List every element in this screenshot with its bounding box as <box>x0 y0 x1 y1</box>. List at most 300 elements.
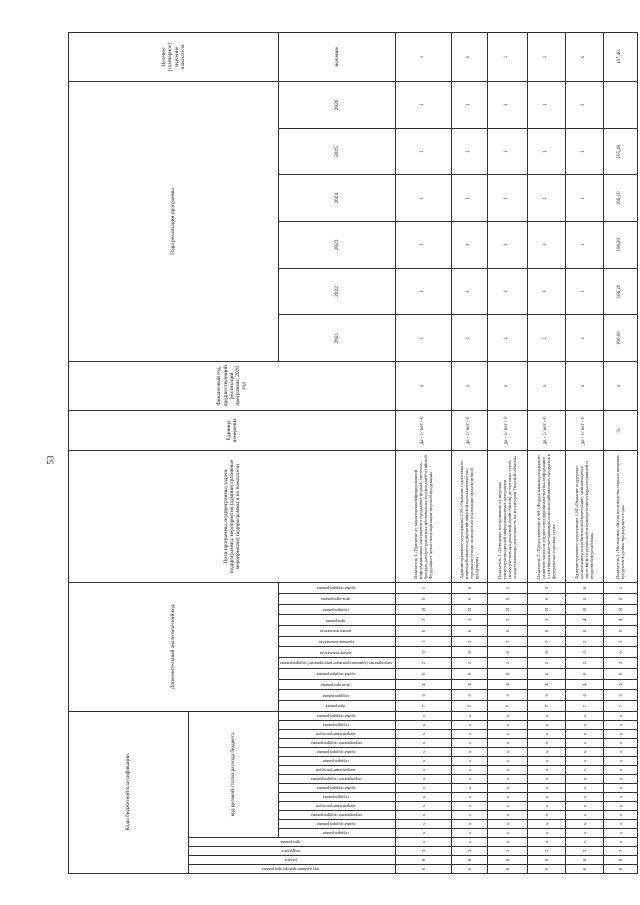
analytic-code-cell: 7 <box>603 701 637 712</box>
analytic-code-cell: 0 <box>451 626 487 637</box>
target-article-col-header <box>279 811 396 820</box>
years-group-header: Годы реализации программы <box>69 82 279 362</box>
budget-code-cell: х <box>603 784 637 793</box>
year-header: 2022 <box>279 268 396 315</box>
year-value-cell: 106,10 <box>603 175 637 222</box>
analytic-code-cell: 4 <box>603 679 637 690</box>
header-label: код администратора программы <box>262 867 320 872</box>
final-value-subheader: значение <box>279 33 396 82</box>
analytic-code-cell: 2 <box>487 658 527 669</box>
table-row <box>527 33 565 874</box>
budget-code-cell: х <box>603 811 637 820</box>
header-label: задача подпрограммы <box>316 822 356 827</box>
budget-code-cell: х <box>565 739 603 748</box>
budget-code-cell: 8 <box>527 856 565 865</box>
budget-code-cell: х <box>395 748 451 757</box>
year-value-cell: 1 <box>565 268 603 315</box>
analytic-code-cell: Я <box>565 604 603 615</box>
header-label: программа <box>281 840 301 845</box>
target-article-col-header <box>279 748 396 757</box>
budget-code-col-header <box>189 838 396 847</box>
final-value-cell: 107,40 <box>603 33 637 82</box>
analytic-code-cell: 0 <box>527 668 565 679</box>
budget-code-cell: х <box>487 766 527 775</box>
budget-code-col-header <box>189 847 396 856</box>
budget-code-cell: х <box>565 829 603 838</box>
header-label: раздел <box>285 858 297 863</box>
budget-code-cell: х <box>527 784 565 793</box>
budget-code-cell: 3 <box>527 847 565 856</box>
budget-code-cell: х <box>565 711 603 720</box>
year-header: 2024 <box>279 175 396 222</box>
budget-code-cell: х <box>487 829 527 838</box>
year-value-cell: 106,20 <box>603 268 637 315</box>
analytic-code-cell: 2 <box>565 636 603 647</box>
budget-code-cell: х <box>603 721 637 730</box>
base-year-cell: х <box>603 361 637 410</box>
budget-code-cell: х <box>487 757 527 766</box>
budget-code-cell: 0 <box>565 865 603 874</box>
year-value-cell: 1 <box>527 82 565 129</box>
year-value-cell: 1 <box>527 128 565 175</box>
table-row <box>565 33 603 874</box>
budget-code-cell: х <box>565 775 603 784</box>
target-article-col-header <box>279 739 396 748</box>
year-value-cell: 1 <box>395 222 451 269</box>
budget-code-cell: х <box>565 793 603 802</box>
year-value-cell: 1 <box>565 128 603 175</box>
budget-code-cell: х <box>487 711 527 720</box>
analytic-code-cell: Я <box>451 604 487 615</box>
budget-code-cell: х <box>527 802 565 811</box>
year-value-cell: 1 <box>451 315 487 362</box>
budget-code-cell: 3 <box>487 847 527 856</box>
unit-header: Единица измерения <box>69 410 396 451</box>
analytic-code-cell: 4 <box>603 615 637 626</box>
budget-code-cell: х <box>395 838 451 847</box>
analytic-code-cell: 2 <box>565 658 603 669</box>
budget-code-cell: х <box>395 721 451 730</box>
analytic-code-cell: 0 <box>451 593 487 604</box>
budget-code-cell: х <box>565 820 603 829</box>
analytic-code-cell: 0 <box>565 583 603 594</box>
description-cell: Административное мероприятие 2.03 «Оказание содействия по взаимодействию предприятий пищевой промышленности с торговыми сетями по вопросам реализации произведенной продукции» <box>451 451 487 583</box>
unit-cell: % <box>603 410 637 451</box>
analytic-code-cell: 2 <box>527 658 565 669</box>
analytic-code-col-header <box>279 593 396 604</box>
analytic-code-cell: 0 <box>603 626 637 637</box>
header-label: подпрограмма <box>323 795 349 800</box>
year-header: 2026 <box>279 82 396 129</box>
unit-cell: да - 1/ нет - 0 <box>527 410 565 451</box>
budget-code-cell: х <box>565 811 603 820</box>
year-value-cell: 1 <box>451 222 487 269</box>
analytic-code-cell: 3 <box>395 615 451 626</box>
header-label: подпрограмма <box>323 759 349 764</box>
target-article-col-header <box>279 784 396 793</box>
year-value-cell: 1 <box>565 222 603 269</box>
target-article-col-header <box>279 775 396 784</box>
analytic-code-cell: 0 <box>603 668 637 679</box>
target-article-col-header <box>279 757 396 766</box>
budget-code-cell: 8 <box>487 856 527 865</box>
fin-year-header: Финансовый год, предшествующий реализации программы, 2020 год <box>69 361 396 410</box>
analytic-code-cell: 4 <box>395 679 451 690</box>
budget-code-cell: х <box>395 739 451 748</box>
budget-code-cell: х <box>603 757 637 766</box>
analytic-code-cell: 0 <box>395 647 451 658</box>
budget-code-cell: х <box>603 820 637 829</box>
base-year-cell: х <box>451 361 487 410</box>
year-value-cell: 1 <box>565 175 603 222</box>
header-label: программа <box>326 704 346 710</box>
analytic-code-cell: 6 <box>451 690 487 701</box>
budget-code-cell: х <box>451 775 487 784</box>
year-value-cell: 1 <box>487 268 527 315</box>
analytic-code-cell: Я <box>603 604 637 615</box>
budget-code-cell: х <box>487 793 527 802</box>
description-cell: Административное мероприятие 2.04 «Оказание поддержки организациям потребительской кооперации, занимающимся заготовкой, переработкой и приобретением сырья первичной и вторичной переработки» <box>565 451 603 583</box>
analytic-code-cell: 2 <box>395 636 451 647</box>
budget-code-cell: х <box>527 721 565 730</box>
target-article-col-header <box>279 730 396 739</box>
year-value-cell: 1 <box>395 315 451 362</box>
header-label: признак показателя <box>318 640 354 646</box>
header-label: задача подпрограммы <box>316 586 356 592</box>
analytic-code-cell: 0 <box>487 593 527 604</box>
analytic-code-cell: 0 <box>395 668 451 679</box>
budget-code-cell: х <box>451 739 487 748</box>
budget-code-cell: х <box>565 766 603 775</box>
year-value-cell: 1 <box>395 82 451 129</box>
budget-code-cell: 0 <box>603 865 637 874</box>
description-cell: Показатель 1 «Доведение поступивших от тверских товаропроизводителей информационных материалов (коммерческих предложений, прайс-листов) до торговых сетей, осуществляющих деятельность на территории Тверской области» <box>487 451 527 583</box>
budget-code-cell: х <box>451 730 487 739</box>
table-body <box>395 33 637 874</box>
target-article-col-header <box>279 711 396 720</box>
goals-header: Цели программы, подпрограммы, задачи подпрограммы, мероприятия (административные мероприятия) подпрограммы и их показатели <box>69 451 396 583</box>
analytic-code-cell: 4 <box>487 679 527 690</box>
budget-code-cell: х <box>451 748 487 757</box>
budget-code-cell: 3 <box>603 847 637 856</box>
target-article-col-header <box>279 802 396 811</box>
budget-code-cell: х <box>395 820 451 829</box>
final-value-cell: х <box>565 33 603 82</box>
budget-code-cell: х <box>451 711 487 720</box>
budget-code-cell: 0 <box>451 865 487 874</box>
analytic-code-cell: 0 <box>603 647 637 658</box>
budget-code-cell: 3 <box>451 847 487 856</box>
analytic-code-cell: 6 <box>565 690 603 701</box>
table-row <box>487 33 527 874</box>
budget-code-cell: х <box>487 775 527 784</box>
analytic-code-col-header <box>279 690 396 701</box>
analytic-code-cell: 0 <box>603 593 637 604</box>
budget-code-cell: х <box>565 784 603 793</box>
analytic-code-cell: 0 <box>451 647 487 658</box>
analytic-code-cell: 2 <box>527 583 565 594</box>
analytic-code-cell: 2 <box>603 658 637 669</box>
header-label: задача подпрограммы <box>316 750 356 755</box>
header-label: задача подпрограммы <box>316 786 356 791</box>
analytic-code-cell: 7 <box>487 701 527 712</box>
analytic-code-cell: 2 <box>603 636 637 647</box>
budget-code-cell: х <box>603 711 637 720</box>
analytic-code-cell: 0 <box>395 593 451 604</box>
analytic-code-col-header <box>279 615 396 626</box>
budget-code-cell: х <box>451 766 487 775</box>
analytic-code-cell: 7 <box>451 701 487 712</box>
analytic-code-col-header <box>279 701 396 712</box>
year-header: 2025 <box>279 128 396 175</box>
analytic-code-cell: 2 <box>527 636 565 647</box>
budget-code-cell: х <box>395 730 451 739</box>
header-label: подраздел <box>282 849 300 854</box>
budget-code-cell: х <box>451 721 487 730</box>
year-value-cell: 1 <box>487 128 527 175</box>
year-value-cell: 1 <box>451 82 487 129</box>
budget-code-cell: х <box>603 748 637 757</box>
final-value-header: Целевое (суммарное) значение показателя <box>69 33 279 82</box>
year-value-cell: 1 <box>395 268 451 315</box>
analytic-code-cell: Я <box>395 604 451 615</box>
analytic-code-cell: 0 <box>451 668 487 679</box>
budget-code-cell: х <box>603 739 637 748</box>
table-row <box>603 33 637 874</box>
analytic-code-col-header <box>279 668 396 679</box>
analytic-code-cell: 0 <box>565 668 603 679</box>
analytic-code-cell: 0 <box>395 626 451 637</box>
final-value-cell: х <box>451 33 487 82</box>
header-label: задача подпрограммы <box>316 672 356 678</box>
budget-code-cell: х <box>565 748 603 757</box>
program-indicators-table <box>68 32 638 874</box>
budget-code-cell: х <box>487 748 527 757</box>
description-cell: Показатель 1 «Увеличение объема производства сырья и пищевых продуктов в уровне предыдущего года» <box>603 451 637 583</box>
rotated-table-frame <box>68 32 626 874</box>
analytic-code-cell: 1 <box>603 583 637 594</box>
budget-code-cell: х <box>487 721 527 730</box>
analytic-code-cell: 0 <box>527 593 565 604</box>
budget-code-cell: х <box>487 811 527 820</box>
analytic-code-cell: 6 <box>395 690 451 701</box>
analytic-code-col-header <box>279 604 396 615</box>
target-article-col-header <box>279 820 396 829</box>
budget-code-cell: х <box>603 793 637 802</box>
analytic-code-cell: 3 <box>527 615 565 626</box>
header-label: номер показателя <box>320 629 352 635</box>
budget-code-cell: х <box>565 721 603 730</box>
header-label: задача подпрограммы <box>316 714 356 719</box>
analytic-code-cell: 4 <box>527 679 565 690</box>
table-header <box>69 33 396 874</box>
analytic-codes-header: Дополнительный аналитический код <box>69 583 279 712</box>
analytic-code-cell: 1 <box>487 583 527 594</box>
header-label: направление расходов <box>316 732 356 737</box>
budget-codes-header: Коды бюджетной классификации <box>69 711 189 873</box>
analytic-code-col-header <box>279 658 396 669</box>
budget-code-cell: х <box>451 829 487 838</box>
budget-code-cell: х <box>527 748 565 757</box>
header-label: подпрограмма <box>323 723 349 728</box>
year-value-cell <box>603 82 637 129</box>
unit-cell: да - 1/ нет - 0 <box>565 410 603 451</box>
analytic-code-cell: 0 <box>565 626 603 637</box>
analytic-code-cell: 6 <box>603 690 637 701</box>
base-year-cell: х <box>487 361 527 410</box>
budget-code-cell: х <box>527 730 565 739</box>
final-value-cell: 1 <box>487 33 527 82</box>
table-row <box>451 33 487 874</box>
budget-code-cell: х <box>603 802 637 811</box>
budget-code-cell: х <box>603 775 637 784</box>
budget-code-cell: 8 <box>395 856 451 865</box>
budget-code-cell: 8 <box>603 856 637 865</box>
analytic-code-cell: 1 <box>395 583 451 594</box>
analytic-code-cell: 6 <box>487 690 527 701</box>
budget-code-col-header <box>189 865 396 874</box>
year-value-cell: 1 <box>565 315 603 362</box>
budget-code-cell: х <box>395 775 451 784</box>
analytic-code-col-header <box>279 647 396 658</box>
unit-cell: да - 1/ нет - 0 <box>487 410 527 451</box>
analytic-code-cell: 4 <box>451 679 487 690</box>
budget-code-cell: х <box>527 766 565 775</box>
year-value-cell: 1 <box>451 175 487 222</box>
year-value-cell: 1 <box>487 315 527 362</box>
budget-code-cell: х <box>527 811 565 820</box>
analytic-code-cell: 0 <box>565 593 603 604</box>
description-cell: Показатель 1 «Принятие до закрытия квалифицированной информационных материалов о продажных формах, системах, брендах, распространяемых фестиваль на территории Российской Федерации с целью популяризации тверской продукции» <box>395 451 451 583</box>
header-label: мероприятие подпрограммы <box>310 741 362 746</box>
budget-code-cell: х <box>527 711 565 720</box>
budget-code-cell: 0 <box>395 865 451 874</box>
header-label: мероприятие (административное мероприятие) подпрограммы <box>280 661 392 667</box>
budget-code-cell: х <box>451 811 487 820</box>
header-label: направление расходов <box>316 804 356 809</box>
budget-code-cell: х <box>603 730 637 739</box>
base-year-cell: х <box>527 361 565 410</box>
year-value-cell: 1 <box>487 82 527 129</box>
analytic-code-cell: 7 <box>565 701 603 712</box>
budget-code-cell: х <box>451 820 487 829</box>
table-row <box>395 33 451 874</box>
budget-code-cell: х <box>487 802 527 811</box>
description-cell: Показатель 2 «Предоставление в АО «Федеральная корпорация по развитию малого и среднего предпринимательства» информации о потенциальных поставщиках сельскохозяйственных продуктов в федеральные торговые сети» <box>527 451 565 583</box>
analytic-code-cell: 0 <box>565 647 603 658</box>
budget-code-cell: х <box>527 739 565 748</box>
target-article-col-header <box>279 766 396 775</box>
budget-code-cell: х <box>527 793 565 802</box>
budget-code-cell: х <box>395 784 451 793</box>
base-year-cell: х <box>395 361 451 410</box>
year-value-cell: 1 <box>451 128 487 175</box>
budget-code-cell: х <box>527 829 565 838</box>
header-label: цель программы <box>321 597 351 603</box>
analytic-code-cell: 7 <box>395 701 451 712</box>
budget-code-cell: х <box>395 766 451 775</box>
year-value-cell: 1 <box>451 268 487 315</box>
analytic-code-cell: 3 <box>487 615 527 626</box>
budget-code-cell: х <box>395 757 451 766</box>
analytic-code-col-header <box>279 583 396 594</box>
year-value-cell: 106,00 <box>603 315 637 362</box>
budget-code-cell: х <box>565 802 603 811</box>
header-label: цель программы <box>321 682 351 688</box>
analytic-code-cell: 2 <box>487 636 527 647</box>
budget-code-cell: х <box>603 766 637 775</box>
budget-code-cell: х <box>487 820 527 829</box>
program-table-container <box>68 32 626 874</box>
header-label: подпрограмма <box>323 607 349 613</box>
budget-code-cell: х <box>395 711 451 720</box>
header-label: направление расходов <box>316 768 356 773</box>
analytic-code-cell: 0 <box>487 626 527 637</box>
analytic-code-cell: 0 <box>487 668 527 679</box>
budget-code-cell: х <box>451 757 487 766</box>
budget-code-cell: х <box>527 757 565 766</box>
analytic-code-cell: 2 <box>451 658 487 669</box>
year-value-cell: 1 <box>487 175 527 222</box>
budget-code-cell: 3 <box>395 847 451 856</box>
budget-code-cell: х <box>487 739 527 748</box>
analytic-code-cell: 0 <box>527 647 565 658</box>
header-label: подпрограмма <box>323 693 349 699</box>
analytic-code-cell: 4 <box>565 679 603 690</box>
year-value-cell: 1 <box>527 315 565 362</box>
target-article-header: код целевой статьи расхода бюджета <box>189 711 279 837</box>
budget-code-cell: х <box>487 784 527 793</box>
analytic-code-col-header <box>279 679 396 690</box>
budget-code-cell: х <box>603 838 637 847</box>
analytic-code-cell: 4 <box>565 615 603 626</box>
header-label: номер показателя <box>320 650 352 656</box>
analytic-code-cell: Я <box>487 604 527 615</box>
year-value-cell: 1 <box>487 222 527 269</box>
target-article-col-header <box>279 721 396 730</box>
budget-code-cell: х <box>451 793 487 802</box>
header-row <box>69 33 189 874</box>
budget-code-cell: х <box>395 829 451 838</box>
unit-cell: да - 1/ нет - 0 <box>451 410 487 451</box>
year-value-cell: 105,40 <box>603 128 637 175</box>
analytic-code-cell: 2 <box>451 636 487 647</box>
budget-code-cell: 8 <box>451 856 487 865</box>
year-value-cell: 1 <box>527 222 565 269</box>
budget-code-cell: 8 <box>565 856 603 865</box>
budget-code-cell: х <box>451 838 487 847</box>
year-value-cell: 1 <box>527 268 565 315</box>
analytic-code-col-header <box>279 636 396 647</box>
budget-code-cell: х <box>451 784 487 793</box>
budget-code-cell: х <box>527 820 565 829</box>
budget-code-cell: 0 <box>527 865 565 874</box>
analytic-code-cell: 6 <box>527 690 565 701</box>
final-value-cell: 1 <box>527 33 565 82</box>
budget-code-cell: х <box>565 757 603 766</box>
analytic-code-cell: 7 <box>527 701 565 712</box>
year-value-cell: 1 <box>395 175 451 222</box>
unit-cell: да - 1/ нет - 0 <box>395 410 451 451</box>
year-header: 2021 <box>279 315 396 362</box>
budget-code-cell: х <box>565 730 603 739</box>
analytic-code-cell: 3 <box>451 615 487 626</box>
budget-code-cell: х <box>395 793 451 802</box>
budget-code-cell: х <box>603 829 637 838</box>
final-value-cell: 1 <box>395 33 451 82</box>
target-article-col-header <box>279 793 396 802</box>
analytic-code-col-header <box>279 626 396 637</box>
